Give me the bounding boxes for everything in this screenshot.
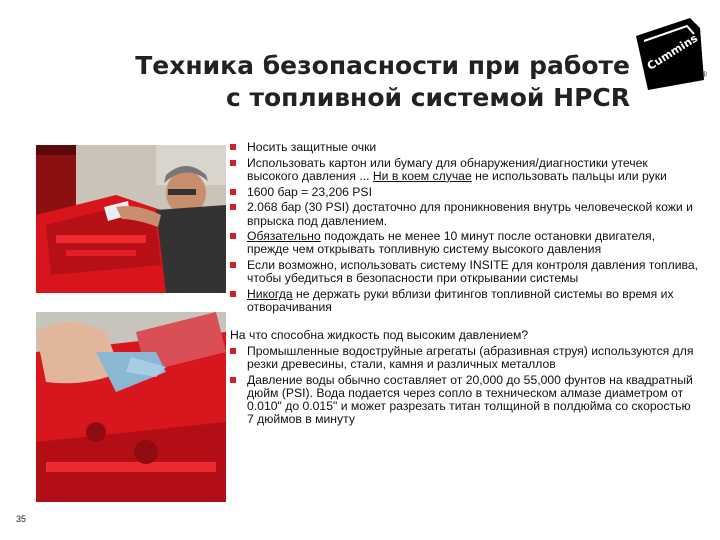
bullet-item: Использовать картон или бумагу для обнаружения/диагностики утечек высокого давления ... Ни в коем случае не использовать пальцы или руки xyxy=(230,157,700,183)
question-item: Давление воды обычно составляет от 20,000 до 55,000 фунтов на квадратный дюйм (PSI). Вода подается через сопло в техническом алмазе диаметром от 0.010" до 0.015" и может разрезать титан толщиной в полдюйма со скоростью 7 дюймов в минуту xyxy=(230,374,700,427)
question-heading: На что способна жидкость под высоким давлением? xyxy=(230,328,529,343)
safety-bullet-list xyxy=(230,141,700,429)
title-line-1: Техника безопасности при работе xyxy=(135,51,630,80)
trademark-symbol: ® xyxy=(701,70,707,79)
bullet-item: Обязательно подождать не менее 10 минут после остановки двигателя, прежде чем открывать топливную систему высокого давления xyxy=(230,230,700,256)
bullet-item: 1600 бар = 23,206 PSI xyxy=(230,186,700,199)
logo-wordmark: Cummins xyxy=(644,31,701,73)
bullet-item: Носить защитные очки xyxy=(230,141,700,154)
slide-title xyxy=(40,50,630,114)
cummins-logo xyxy=(630,18,710,93)
leak-detection-photo xyxy=(36,312,226,502)
question-item: Промышленные водоструйные агрегаты (абразивная струя) используются для резки древесины, стали, камня и различных металлов xyxy=(230,345,700,371)
title-line-2: с топливной системой HPCR xyxy=(225,83,630,112)
page-number: 35 xyxy=(16,514,27,524)
bullet-item: Никогда не держать руки вблизи фитингов топливной системы во время их отворачивания xyxy=(230,288,700,314)
engine-inspection-photo xyxy=(36,145,226,293)
bullet-item: 2.068 бар (30 PSI) достаточно для проникновения внутрь человеческой кожи и впрыска под давлением. xyxy=(230,201,700,227)
bullet-item: Если возможно, использовать систему INSITE для контроля давления топлива, чтобы убедиться в безопасности при открывании системы xyxy=(230,259,700,285)
